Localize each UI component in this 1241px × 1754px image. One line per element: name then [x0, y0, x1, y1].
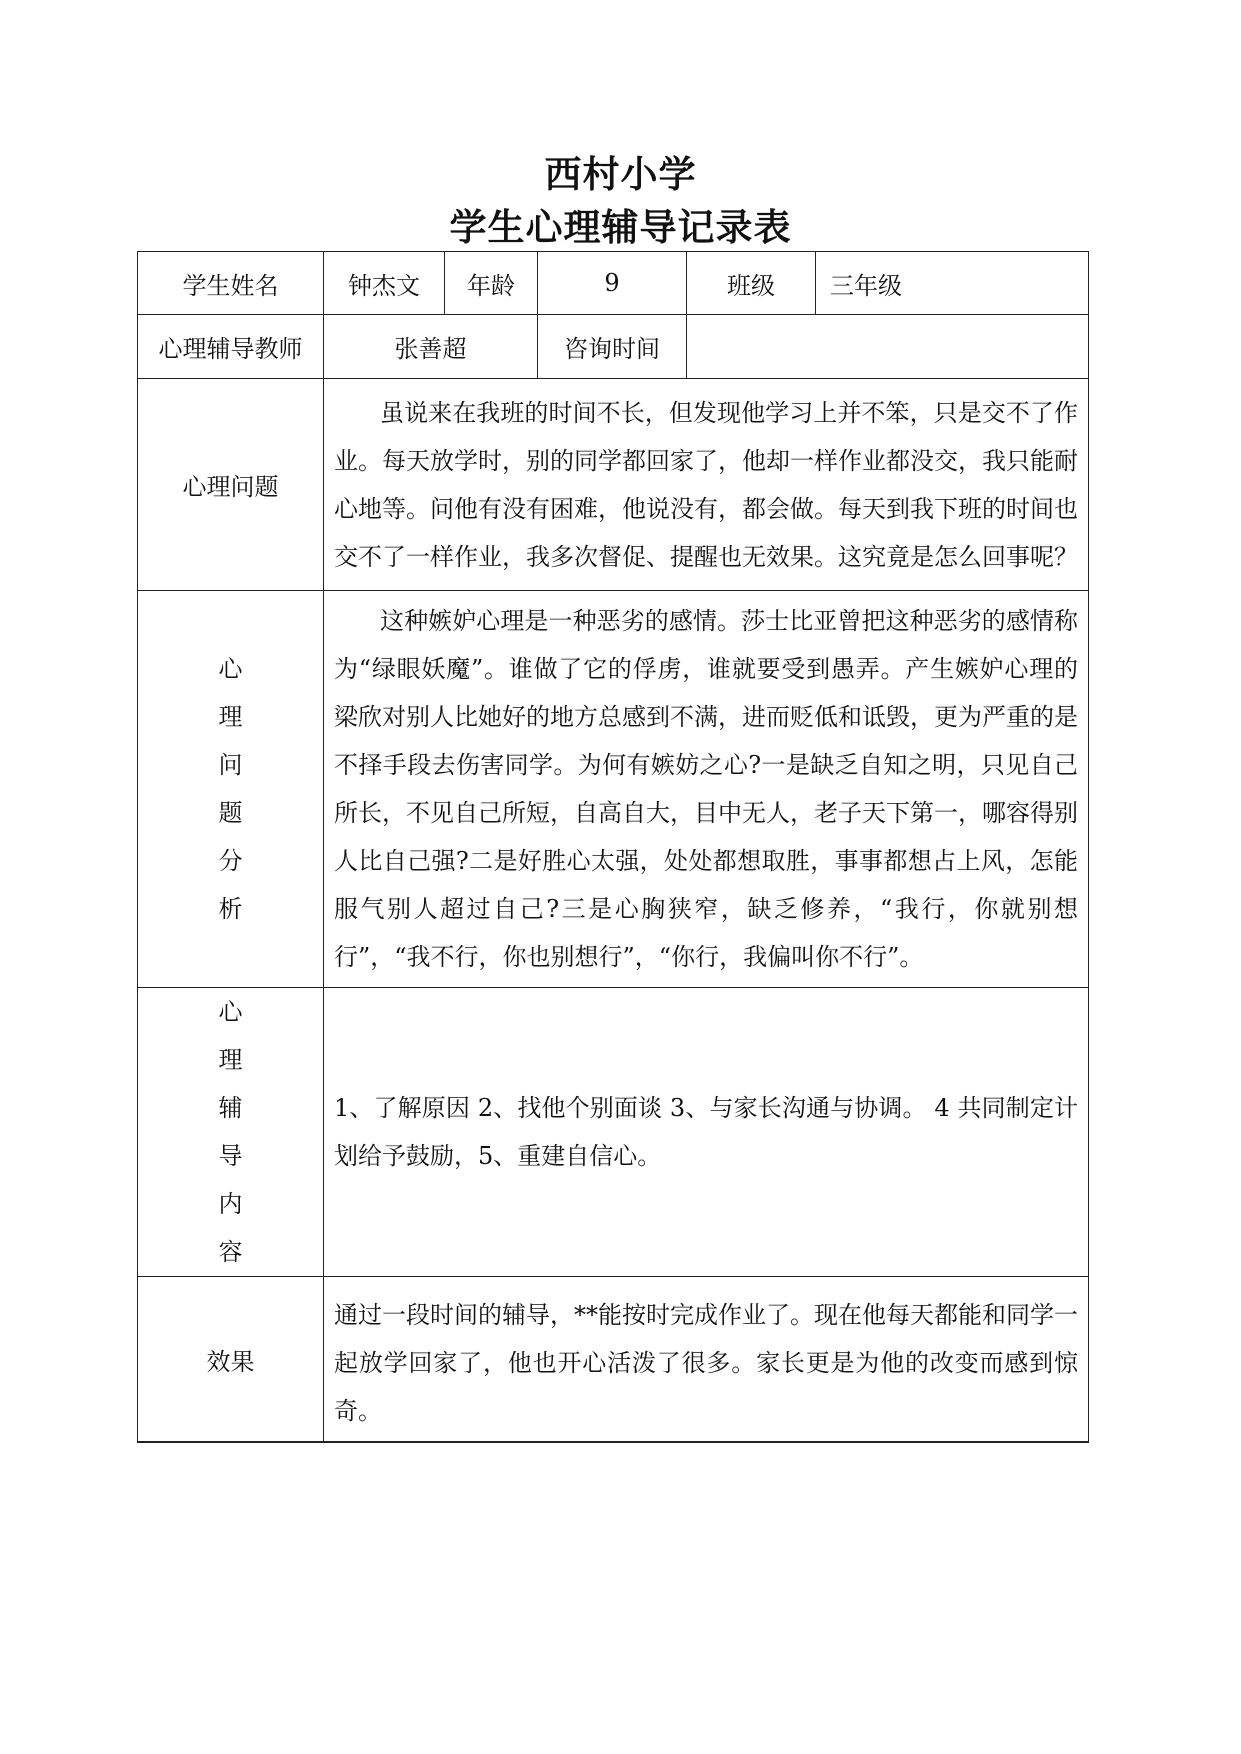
- problem-text: 虽说来在我班的时间不长，但发现他学习上并不笨，只是交不了作业。每天放学时，别的同学都回家了，他却一样作业都没交，我只能耐心地等。问他有没有困难，他说没有，都会做。每天到我下班的时间也交不了一样作业，我多次督促、提醒也无效果。这究竟是怎么回事呢？: [324, 379, 1089, 591]
- consult-time-label: 咨询时间: [538, 315, 687, 379]
- teacher-value: 张善超: [324, 315, 538, 379]
- content-label-char: 容: [218, 1238, 243, 1266]
- content-label-char: 理: [218, 1046, 243, 1074]
- analysis-text: 这种嫉妒心理是一种恶劣的感情。莎士比亚曾把这种恶劣的感情称为“绿眼妖魔”。谁做了它的俘虏，谁就要受到愚弄。产生嫉妒心理的梁欣对别人比她好的地方总感到不满，进而贬低和诋毁，更为严重的是不择手段去伤害同学。为何有嫉妨之心?一是缺乏自知之明，只见自己所长，不见自己所短，自高自大，目中无人，老子天下第一，哪容得别人比自己强?二是好胜心太强，处处都想取胜，事事都想占上风，怎能服气别人超过自己?三是心胸狭窄，缺乏修养，“我行，你就别想行”，“我不行，你也别想行”，“你行，我偏叫你不行”。: [324, 591, 1089, 988]
- teacher-row: [138, 315, 1089, 379]
- analysis-label-char: 问: [218, 751, 243, 779]
- student-name-label: 学生姓名: [138, 252, 324, 315]
- age-value: 9: [538, 252, 687, 315]
- content-label-char: 辅: [218, 1094, 243, 1122]
- student-info-row: [138, 252, 1089, 315]
- problem-row: [138, 379, 1089, 591]
- teacher-label: 心理辅导教师: [138, 315, 324, 379]
- content-text: 1、了解原因 2、找他个别面谈 3、与家长沟通与协调。 4 共同制定计划给予鼓励，5、重建自信心。: [324, 988, 1089, 1277]
- analysis-label: [138, 591, 324, 988]
- analysis-row: [138, 591, 1089, 988]
- analysis-label-char: 题: [218, 799, 243, 827]
- school-name: 西村小学: [544, 153, 697, 196]
- analysis-label-char: 理: [218, 703, 243, 731]
- record-table: [137, 251, 1089, 1443]
- analysis-label-char: 分: [218, 847, 243, 875]
- effect-label: 效果: [138, 1277, 324, 1443]
- content-label-char: 心: [218, 998, 243, 1026]
- student-name-value: 钟杰文: [324, 252, 445, 315]
- class-value: 三年级: [816, 252, 1089, 315]
- form-title: 学生心理辅导记录表: [449, 206, 792, 249]
- age-label: 年龄: [445, 252, 538, 315]
- class-label: 班级: [687, 252, 816, 315]
- consult-time-value: [687, 315, 1089, 379]
- analysis-label-char: 心: [218, 655, 243, 683]
- problem-label: 心理问题: [138, 379, 324, 591]
- effect-row: [138, 1277, 1089, 1443]
- content-label-char: 内: [218, 1190, 243, 1218]
- analysis-label-char: 析: [218, 895, 243, 923]
- effect-text: 通过一段时间的辅导，**能按时完成作业了。现在他每天都能和同学一起放学回家了，他也开心活泼了很多。家长更是为他的改变而感到惊奇。: [324, 1277, 1089, 1443]
- content-row: [138, 988, 1089, 1277]
- content-label-char: 导: [218, 1142, 243, 1170]
- content-label: [138, 988, 324, 1277]
